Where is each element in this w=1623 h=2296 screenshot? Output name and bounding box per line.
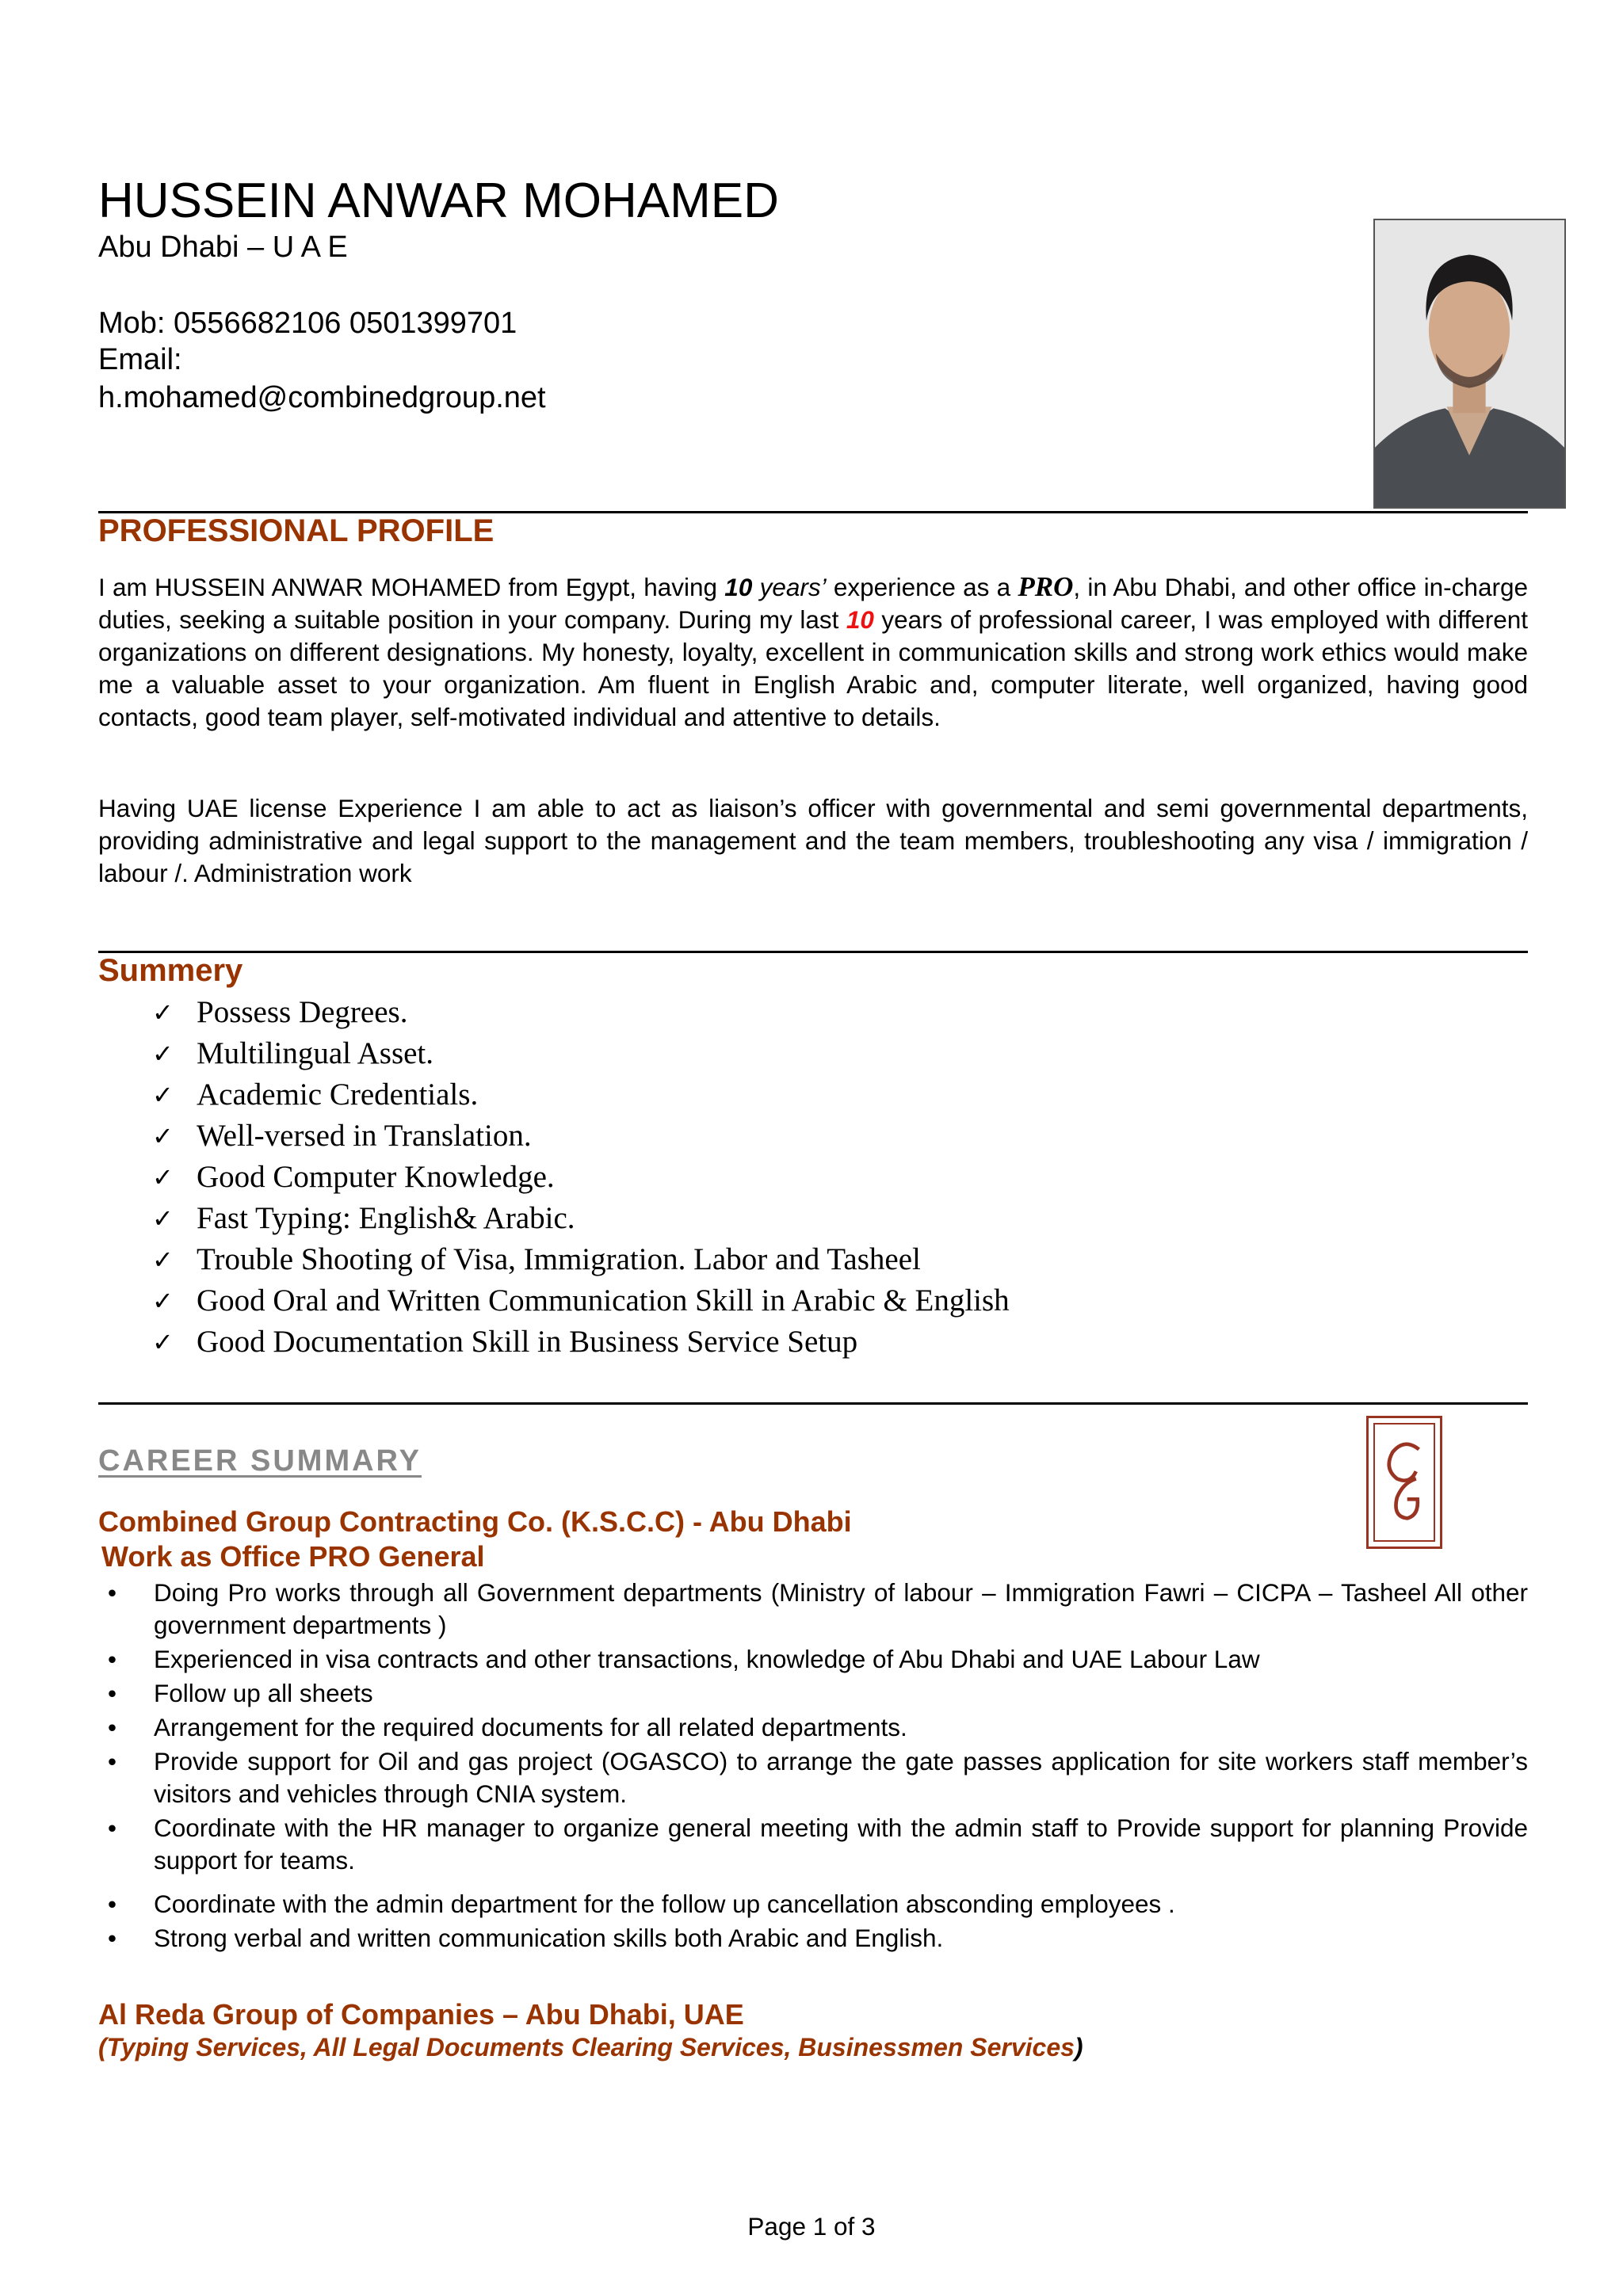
- summary-list: [152, 992, 1010, 1363]
- section-title-summary: Summery: [98, 953, 243, 988]
- duty-item: • Provide support for Oil and gas project (OGASCO) to arrange the gate passes application for site workers staff member’s visitors and vehicles through CNIA system.: [98, 1745, 1528, 1810]
- duty-item: • Strong verbal and written communication skills both Arabic and English.: [98, 1922, 1528, 1955]
- summary-item-text: Multilingual Asset.: [197, 1036, 434, 1070]
- divider: [98, 1402, 1528, 1405]
- duty-item: • Coordinate with the HR manager to organize general meeting with the admin staff to Provide support for planning Provide support for teams.: [98, 1812, 1528, 1877]
- check-icon: ✓: [152, 997, 174, 1028]
- summary-item: [152, 1033, 1010, 1074]
- summary-item: [152, 1322, 1010, 1363]
- pro-emphasis: PRO: [1018, 571, 1074, 602]
- summary-item: [152, 1198, 1010, 1239]
- services-text: (Typing Services, All Legal Documents Clearing Services, Businessmen Services: [98, 2033, 1075, 2061]
- check-icon: ✓: [152, 1245, 174, 1275]
- summary-item: [152, 1157, 1010, 1198]
- person-photo-icon: [1375, 220, 1564, 507]
- duty-item: • Doing Pro works through all Government departments (Ministry of labour – Immigration Fawri – CICPA – Tasheel All other government departments ): [98, 1577, 1528, 1642]
- profile-text: I am HUSSEIN ANWAR MOHAMED from Egypt, having: [98, 573, 725, 601]
- summary-item: [152, 1074, 1010, 1116]
- summary-item: [152, 1239, 1010, 1280]
- company-1-name: Combined Group Contracting Co. (K.S.C.C) - Abu Dhabi: [98, 1505, 852, 1538]
- profile-paragraph-1: [98, 570, 1528, 734]
- email-address: h.mohamed@combinedgroup.net: [98, 381, 546, 414]
- section-title-career: CAREER SUMMARY: [98, 1444, 422, 1478]
- summary-item-text: Good Computer Knowledge.: [197, 1160, 555, 1194]
- check-icon: ✓: [152, 1039, 174, 1069]
- duty-item: • Arrangement for the required documents for all related departments.: [98, 1711, 1528, 1744]
- company-1-role: Work as Office PRO General: [101, 1540, 485, 1573]
- duty-item: • Coordinate with the admin department for the follow up cancellation absconding employees .: [98, 1888, 1528, 1920]
- page-number: Page 1 of 3: [747, 2212, 876, 2241]
- cg-monogram-icon: [1375, 1425, 1434, 1540]
- profile-text: years of professional career, I was employed with different organizations on different designations. My honesty, loyalty, excellent in communication skills and strong work ethics would make me a valuable asset to your organization. Am fluent in English Arabic and, computer literate, well organized, having good contacts, good team player, self-motivated individual and attentive to details.: [98, 605, 1528, 731]
- summary-item-text: Well-versed in Translation.: [197, 1119, 532, 1153]
- duty-item: • Experienced in visa contracts and other transactions, knowledge of Abu Dhabi and UAE Labour Law: [98, 1643, 1528, 1676]
- check-icon: ✓: [152, 1162, 174, 1192]
- duty-item: • Follow up all sheets: [98, 1677, 1528, 1710]
- cg-logo-icon: [1366, 1416, 1442, 1549]
- check-icon: ✓: [152, 1286, 174, 1316]
- company-1-duties: [98, 1577, 1528, 1956]
- section-title-profile: PROFESSIONAL PROFILE: [98, 513, 495, 548]
- profile-paragraph-2: Having UAE license Experience I am able to act as liaison’s officer with governmental and semi governmental departments, providing administrative and legal support to the management and the team members, troubleshooting any visa / immigration / labour /. Administration work: [98, 794, 1528, 887]
- years-number: 10: [724, 573, 753, 601]
- summary-item-text: Academic Credentials.: [197, 1077, 479, 1112]
- profile-text: , in Abu Dhabi, and other office in-charge duties, seeking a suitable position in your company. During my last: [98, 573, 1528, 634]
- summary-item: [152, 1280, 1010, 1322]
- services-close-paren: ): [1074, 2033, 1083, 2061]
- summary-item: [152, 1116, 1010, 1157]
- candidate-name: HUSSEIN ANWAR MOHAMED: [98, 174, 779, 228]
- profile-text: experience as a: [826, 573, 1018, 601]
- divider: [98, 951, 1528, 953]
- profile-photo: [1373, 219, 1566, 509]
- location: Abu Dhabi – U A E: [98, 231, 348, 264]
- check-icon: ✓: [152, 1080, 174, 1110]
- summary-item-text: Possess Degrees.: [197, 995, 408, 1029]
- email-label: Email:: [98, 343, 182, 376]
- summary-item: [152, 992, 1010, 1033]
- years-word: years’: [752, 573, 827, 601]
- check-icon: ✓: [152, 1327, 174, 1357]
- mobile-numbers: Mob: 0556682106 0501399701: [98, 307, 517, 340]
- check-icon: ✓: [152, 1203, 174, 1234]
- company-2-services: [98, 2033, 1083, 2062]
- summary-item-text: Trouble Shooting of Visa, Immigration. Labor and Tasheel: [197, 1242, 921, 1276]
- summary-item-text: Good Documentation Skill in Business Service Setup: [197, 1325, 858, 1359]
- last-years-number: 10: [846, 605, 874, 634]
- company-2-name: Al Reda Group of Companies – Abu Dhabi, UAE: [98, 1998, 744, 2031]
- summary-item-text: Fast Typing: English& Arabic.: [197, 1201, 575, 1235]
- check-icon: ✓: [152, 1121, 174, 1151]
- summary-item-text: Good Oral and Written Communication Skill in Arabic & English: [197, 1283, 1010, 1318]
